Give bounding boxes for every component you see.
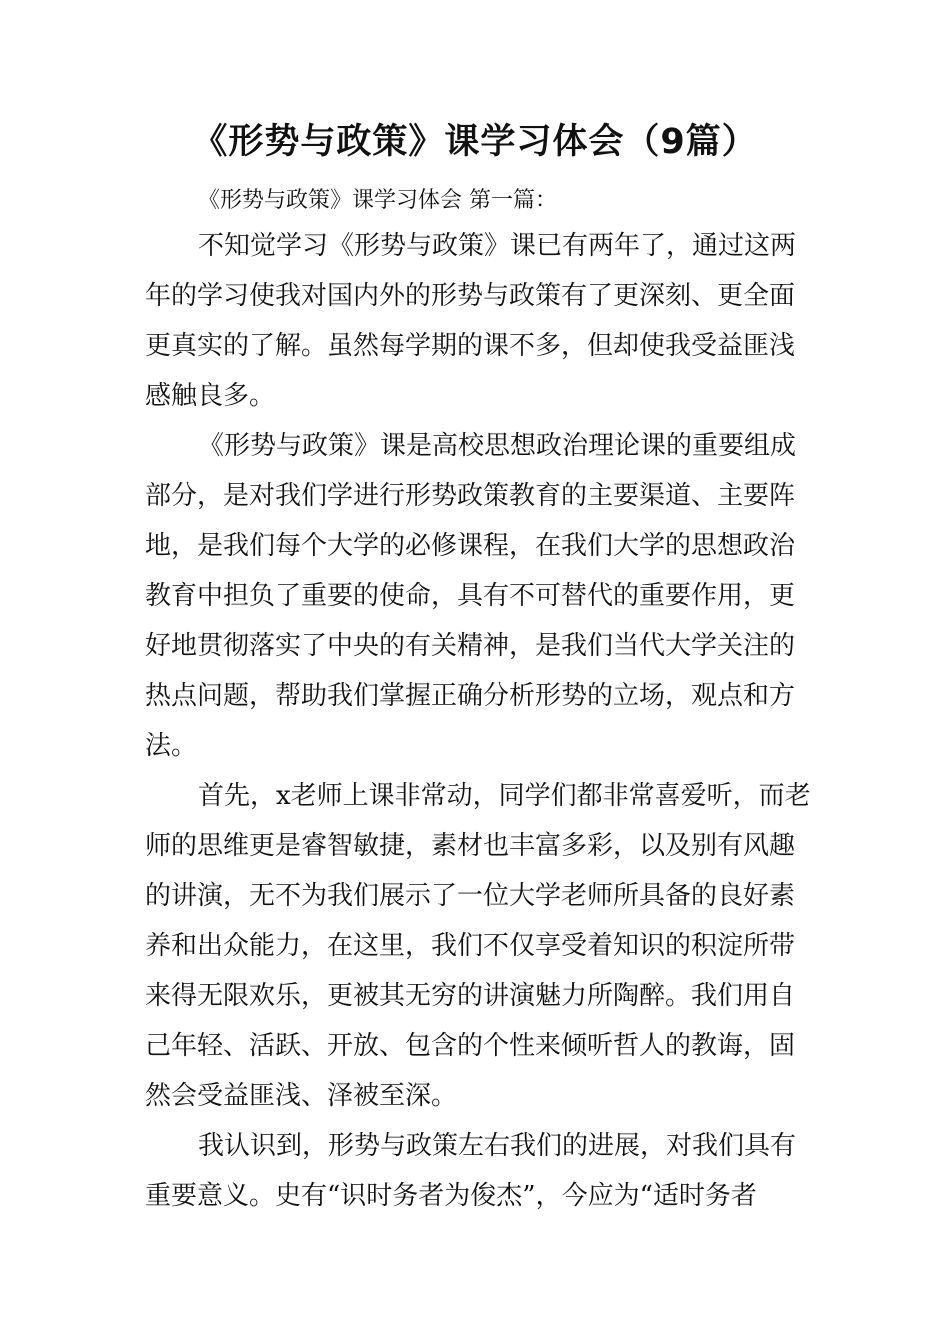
- paragraph-line: 己年轻、活跃、开放、包含的个性来倾听哲人的教诲，固: [145, 1031, 796, 1061]
- paragraph-line: 首先，x老师上课非常动，同学们都非常喜爱听，而老: [198, 781, 811, 811]
- paragraph-line: 我认识到，形势与政策左右我们的进展，对我们具有: [198, 1131, 797, 1161]
- paragraph-line: 法。: [145, 731, 198, 761]
- paragraph-line: 《形势与政策》课是高校思想政治理论课的重要组成: [198, 431, 797, 461]
- paragraph-line: 教育中担负了重要的使命，具有不可替代的重要作用，更: [145, 581, 796, 611]
- paragraph-line: 师的思维更是睿智敏捷，素材也丰富多彩，以及别有风趣: [145, 831, 796, 861]
- paragraph-line: 更真实的了解。虽然每学期的课不多，但却使我受益匪浅: [145, 331, 796, 361]
- section-subheading: 《形势与政策》课学习体会 第一篇：: [198, 188, 557, 213]
- paragraph-line: 来得无限欢乐，更被其无穷的讲演魅力所陶醉。我们用自: [145, 981, 796, 1011]
- document-title: 《形势与政策》课学习体会（9篇）: [192, 122, 758, 162]
- paragraph-line: 部分，是对我们学进行形势政策教育的主要渠道、主要阵: [145, 481, 796, 511]
- paragraph-line: 然会受益匪浅、泽被至深。: [145, 1081, 458, 1111]
- paragraph-line: 地，是我们每个大学的必修课程，在我们大学的思想政治: [145, 531, 796, 561]
- paragraph-line: 好地贯彻落实了中央的有关精神，是我们当代大学关注的: [145, 631, 796, 661]
- paragraph-line: 的讲演，无不为我们展示了一位大学老师所具备的良好素: [145, 881, 796, 911]
- paragraph-line: 养和出众能力，在这里，我们不仅享受着知识的积淀所带: [145, 931, 796, 961]
- paragraph-line: 不知觉学习《形势与政策》课已有两年了，通过这两: [198, 231, 797, 261]
- paragraph-line: 重要意义。史有“识时务者为俊杰”，今应为“适时务者: [145, 1181, 757, 1211]
- paragraph-line: 感触良多。: [145, 381, 276, 411]
- paragraph-line: 热点问题，帮助我们掌握正确分析形势的立场，观点和方: [145, 681, 796, 711]
- paragraph-line: 年的学习使我对国内外的形势与政策有了更深刻、更全面: [145, 281, 796, 311]
